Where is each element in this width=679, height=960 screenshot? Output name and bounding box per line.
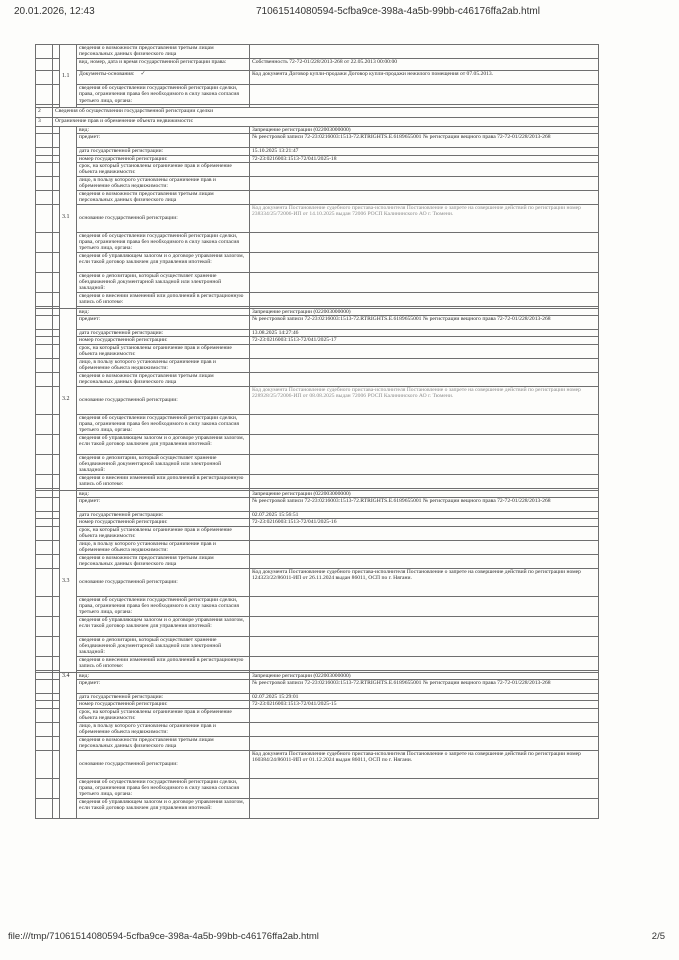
table-cell <box>36 330 53 337</box>
table-row <box>36 454 599 474</box>
table-cell: Сведения об осуществлении государственной регистрации сделки <box>53 108 599 118</box>
field-label: сведения об управляющем залогом и о договоре управления залогом, если такой договор заключен для управления ипотекой: <box>77 616 250 636</box>
table-cell <box>250 414 599 434</box>
print-footer <box>8 931 665 945</box>
table-cell <box>36 148 53 155</box>
table-row <box>36 512 599 519</box>
table-cell <box>36 474 53 488</box>
field-value: Код документа Постановление судебного пристава-исполнителя Постановление о запрете на совершение действий по регистрации номер 124323/22/86011-ИП от 26.11.2024 выдан 86011, ОСП по г. Нягани. <box>250 568 599 596</box>
document-sheet <box>35 44 599 906</box>
table-row <box>36 750 599 778</box>
table-row <box>36 386 599 414</box>
field-label: сведения о депозитарии, который осуществляет хранение обездвиженной документарной закладной или электронной закладной: <box>77 636 250 656</box>
table-cell <box>36 308 53 315</box>
table-cell <box>250 554 599 568</box>
table-cell <box>36 190 53 204</box>
field-label: вид: <box>77 308 250 315</box>
table-row <box>36 798 599 818</box>
table-row <box>36 526 599 540</box>
table-row <box>36 498 599 512</box>
table-cell <box>53 722 60 736</box>
table-cell <box>53 679 60 693</box>
table-cell <box>36 252 53 272</box>
table-row <box>36 155 599 162</box>
table-row <box>36 708 599 722</box>
table-row <box>36 693 599 700</box>
table-cell <box>53 344 60 358</box>
table-row <box>36 568 599 596</box>
table-cell <box>53 204 60 232</box>
table-cell <box>36 679 53 693</box>
field-label: номер государственной регистрации: <box>77 155 250 162</box>
table-cell <box>36 672 53 679</box>
field-label: срок, на который установлены ограничение прав и обременение объекта недвижимости: <box>77 344 250 358</box>
table-row <box>36 272 599 292</box>
table-row <box>36 519 599 526</box>
table-cell <box>53 330 60 337</box>
table-cell <box>250 540 599 554</box>
table-cell: сведения об осуществлении государственной регистрации сделки, права, ограничения права без необходимого в силу закона согласия третьего лица, органа: <box>77 85 250 105</box>
table-cell <box>36 45 53 59</box>
table-row <box>36 358 599 372</box>
table-row <box>36 337 599 344</box>
table-cell <box>36 454 53 474</box>
field-label: основание государственной регистрации: <box>77 204 250 232</box>
table-cell <box>250 176 599 190</box>
field-label: сведения об осуществлении государственной регистрации сделки, права, ограничения права без необходимого в силу закона согласия третьего лица, органа: <box>77 778 250 798</box>
table-row <box>36 490 599 497</box>
table-cell <box>36 414 53 434</box>
field-label: сведения об осуществлении государственной регистрации сделки, права, ограничения права без необходимого в силу закона согласия третьего лица, органа: <box>77 232 250 252</box>
table-cell <box>53 474 60 488</box>
section-row <box>36 118 599 127</box>
table-cell <box>36 693 53 700</box>
table-cell <box>53 672 60 679</box>
table-cell <box>36 596 53 616</box>
table-cell <box>250 344 599 358</box>
table-cell <box>250 434 599 454</box>
table-cell <box>36 434 53 454</box>
field-label: лицо, в пользу которого установлены ограничение прав и обременение объекта недвижимости: <box>77 540 250 554</box>
field-label: дата государственной регистрации: <box>77 148 250 155</box>
table-row <box>36 344 599 358</box>
table-cell <box>36 526 53 540</box>
field-value: 72-23:0216003:1513-72/041/2025-15 <box>250 701 599 708</box>
field-label: сведения о возможности предоставления третьим лицам персональных данных физического лица <box>77 736 250 750</box>
table-cell <box>53 434 60 454</box>
table-row <box>36 679 599 693</box>
table-cell <box>53 526 60 540</box>
field-label: сведения о внесении изменений или дополнений в регистрационную запись об ипотеке: <box>77 656 250 670</box>
table-cell <box>36 358 53 372</box>
field-label: предмет: <box>77 134 250 148</box>
table-cell <box>53 45 60 59</box>
field-value: Запрещение регистрации (022003000000) <box>250 672 599 679</box>
table-cell <box>36 372 53 386</box>
table-cell <box>36 540 53 554</box>
field-label: предмет: <box>77 498 250 512</box>
table-cell <box>250 272 599 292</box>
field-value: 02.07.2025 15:29:01 <box>250 693 599 700</box>
field-value: № реестровой записи 72-23:0216003:1513-72.RTRIGHTS.E.6189655001 № регистрации вещного права 72-72-01/228/2013-268 <box>250 679 599 693</box>
table-cell <box>36 272 53 292</box>
table-cell <box>53 750 60 778</box>
table-row <box>36 330 599 337</box>
table-row <box>36 134 599 148</box>
table-cell <box>53 127 60 134</box>
table-cell <box>53 778 60 798</box>
table-row <box>36 316 599 330</box>
table-row <box>36 308 599 315</box>
table-row <box>36 672 599 679</box>
table-cell <box>36 232 53 252</box>
table-cell: 3 <box>36 118 53 127</box>
table-cell <box>53 148 60 155</box>
table-row <box>36 736 599 750</box>
table-cell <box>36 490 53 497</box>
table-cell <box>53 490 60 497</box>
field-label: вид: <box>77 127 250 134</box>
table-row <box>36 372 599 386</box>
table-cell <box>250 708 599 722</box>
field-label: основание государственной регистрации: <box>77 568 250 596</box>
table-cell <box>250 798 599 818</box>
field-label: срок, на который установлены ограничение прав и обременение объекта недвижимости: <box>77 526 250 540</box>
field-value: 72-23:0216003:1513-72/041/2025-18 <box>250 155 599 162</box>
table-cell <box>36 519 53 526</box>
field-label: сведения о депозитарии, который осуществляет хранение обездвиженной документарной закладной или электронной закладной: <box>77 454 250 474</box>
field-value: Код документа Постановление судебного пристава-исполнителя Постановление о запрете на совершение действий по регистрации номер 228928/25/72006-ИП от 08.08.2025 выдан 72006 РОСП Калининского АО г. Тюмени. <box>250 386 599 414</box>
table-row <box>36 554 599 568</box>
table-cell <box>36 316 53 330</box>
table-cell <box>53 414 60 434</box>
field-label: дата государственной регистрации: <box>77 693 250 700</box>
field-label: вид: <box>77 672 250 679</box>
table-row <box>36 596 599 616</box>
table-cell <box>250 45 599 59</box>
field-value: 13.08.2025 14:27:46 <box>250 330 599 337</box>
entry-number: 3.1 <box>60 127 77 309</box>
table-cell <box>53 736 60 750</box>
field-label: сведения об осуществлении государственной регистрации сделки, права, ограничения права без необходимого в силу закона согласия третьего лица, органа: <box>77 596 250 616</box>
field-label: дата государственной регистрации: <box>77 512 250 519</box>
table-cell <box>53 232 60 252</box>
table-row <box>36 71 599 85</box>
field-value: 72-23:0216003:1513-72/041/2025-17 <box>250 337 599 344</box>
table-row <box>36 292 599 306</box>
table-cell <box>250 162 599 176</box>
field-value: 15.10.2025 13:21:47 <box>250 148 599 155</box>
field-label: номер государственной регистрации: <box>77 519 250 526</box>
table-cell <box>36 722 53 736</box>
table-cell <box>53 358 60 372</box>
table-cell <box>36 778 53 798</box>
table-cell <box>36 736 53 750</box>
table-cell <box>53 252 60 272</box>
table-cell <box>36 568 53 596</box>
table-cell <box>53 59 60 71</box>
field-label: основание государственной регистрации: <box>77 386 250 414</box>
field-value: Код документа Постановление судебного пристава-исполнителя Постановление о запрете на совершение действий по регистрации номер 160384/24/86011-ИП от 01.12.2024 выдан 86011, ОСП по г. Нягани. <box>250 750 599 778</box>
table-cell <box>250 656 599 670</box>
table-row <box>36 204 599 232</box>
field-value: 72-23:0216003:1513-72/041/2025-16 <box>250 519 599 526</box>
table-cell <box>250 636 599 656</box>
table-row <box>36 778 599 798</box>
field-label: номер государственной регистрации: <box>77 337 250 344</box>
field-value: № реестровой записи 72-23:0216003:1513-72.RTRIGHTS.E.6189655001 № регистрации вещного права 72-72-01/228/2013-268 <box>250 134 599 148</box>
table-cell <box>53 798 60 818</box>
table-cell <box>53 636 60 656</box>
table-cell <box>36 127 53 134</box>
table-cell <box>53 519 60 526</box>
table-cell <box>36 71 53 85</box>
table-cell <box>36 616 53 636</box>
table-row <box>36 176 599 190</box>
table-cell <box>53 386 60 414</box>
field-label: сведения о депозитарии, который осуществляет хранение обездвиженной документарной закладной или электронной закладной: <box>77 272 250 292</box>
table-cell <box>53 308 60 315</box>
table-row <box>36 656 599 670</box>
table-cell <box>53 272 60 292</box>
field-label: сведения об управляющем залогом и о договоре управления залогом, если такой договор заключен для управления ипотекой: <box>77 252 250 272</box>
entry-number: 3.3 <box>60 490 77 672</box>
table-row <box>36 148 599 155</box>
table-cell <box>53 616 60 636</box>
field-label: лицо, в пользу которого установлены ограничение прав и обременение объекта недвижимости: <box>77 722 250 736</box>
table-cell <box>36 498 53 512</box>
table-cell <box>53 701 60 708</box>
table-row <box>36 232 599 252</box>
table-cell <box>36 134 53 148</box>
table-row <box>36 252 599 272</box>
field-label: дата государственной регистрации: <box>77 330 250 337</box>
table-cell <box>250 232 599 252</box>
table-cell <box>250 616 599 636</box>
table-row <box>36 162 599 176</box>
table-row <box>36 636 599 656</box>
table-cell <box>36 292 53 306</box>
field-label: лицо, в пользу которого установлены ограничение прав и обременение объекта недвижимости: <box>77 176 250 190</box>
table-cell <box>53 71 60 85</box>
entry-number: 1.1 <box>60 45 77 108</box>
field-label: сведения о возможности предоставления третьим лицам персональных данных физического лица <box>77 372 250 386</box>
table-cell <box>53 134 60 148</box>
table-cell: Ограничение прав и обременение объекта недвижимости: <box>53 118 599 127</box>
table-row <box>36 45 599 59</box>
field-label: сведения о внесении изменений или дополнений в регистрационную запись об ипотеке: <box>77 474 250 488</box>
table-cell <box>53 162 60 176</box>
field-label: основание государственной регистрации: <box>77 750 250 778</box>
table-row <box>36 616 599 636</box>
table-cell <box>53 512 60 519</box>
table-cell <box>53 292 60 306</box>
table-cell <box>53 176 60 190</box>
field-label: срок, на который установлены ограничение прав и обременение объекта недвижимости: <box>77 162 250 176</box>
table-cell <box>36 554 53 568</box>
table-cell <box>53 540 60 554</box>
table-cell: Собственность 72-72-01/228/2013-268 от 22.05.2013 00:00:00 <box>250 59 599 71</box>
table-row <box>36 59 599 71</box>
registry-table <box>35 44 599 819</box>
table-cell <box>53 693 60 700</box>
entry-number: 3.2 <box>60 308 77 490</box>
table-cell <box>250 596 599 616</box>
table-row <box>36 190 599 204</box>
field-label: сведения об осуществлении государственной регистрации сделки, права, ограничения права без необходимого в силу закона согласия третьего лица, органа: <box>77 414 250 434</box>
print-title: 71061514080594-5cfba9ce-398a-4a5b-99bb-c46176ffa2ab.html <box>256 6 540 17</box>
field-value: № реестровой записи 72-23:0216003:1513-72.RTRIGHTS.E.6189655001 № регистрации вещного права 72-72-01/228/2013-268 <box>250 316 599 330</box>
table-cell <box>250 190 599 204</box>
table-cell <box>250 722 599 736</box>
table-cell <box>36 162 53 176</box>
table-cell <box>36 798 53 818</box>
table-row <box>36 701 599 708</box>
print-datetime: 20.01.2026, 12:43 <box>14 6 95 17</box>
field-value: Запрещение регистрации (022003000000) <box>250 308 599 315</box>
table-cell <box>53 85 60 105</box>
field-value: Код документа Постановление судебного пристава-исполнителя Постановление о запрете на совершение действий по регистрации номер 238334/25/72006-ИП от 14.10.2025 выдан 72006 РОСП Калининского АО г. Тюмени. <box>250 204 599 232</box>
table-row <box>36 127 599 134</box>
table-cell <box>53 596 60 616</box>
table-cell: 2 <box>36 108 53 118</box>
table-cell <box>250 292 599 306</box>
field-label: сведения о внесении изменений или дополнений в регистрационную запись об ипотеке: <box>77 292 250 306</box>
table-cell <box>53 498 60 512</box>
field-label: предмет: <box>77 679 250 693</box>
field-value: Запрещение регистрации (022003000000) <box>250 490 599 497</box>
table-cell <box>36 386 53 414</box>
table-cell <box>53 316 60 330</box>
page-number: 2/5 <box>651 931 665 942</box>
table-row <box>36 540 599 554</box>
table-cell <box>36 656 53 670</box>
table-row <box>36 434 599 454</box>
table-cell <box>250 85 599 105</box>
table-cell <box>36 708 53 722</box>
table-cell <box>250 778 599 798</box>
field-label: сведения об управляющем залогом и о договоре управления залогом, если такой договор заключен для управления ипотекой: <box>77 434 250 454</box>
table-cell <box>36 176 53 190</box>
field-label: номер государственной регистрации: <box>77 701 250 708</box>
field-label: вид: <box>77 490 250 497</box>
table-cell <box>250 372 599 386</box>
table-cell <box>53 190 60 204</box>
table-row <box>36 85 599 105</box>
table-cell <box>36 344 53 358</box>
table-cell <box>36 337 53 344</box>
table-cell <box>53 337 60 344</box>
table-cell <box>250 736 599 750</box>
field-value: Запрещение регистрации (022003000000) <box>250 127 599 134</box>
table-cell <box>53 454 60 474</box>
section-row <box>36 108 599 118</box>
table-cell: Документы-основания: ✓ <box>77 71 250 85</box>
table-cell <box>36 701 53 708</box>
table-cell <box>36 155 53 162</box>
table-cell <box>250 526 599 540</box>
entry-number: 3.4 <box>60 672 77 818</box>
table-cell <box>53 708 60 722</box>
table-cell: Код документа Договор купли-продажи Договор купли-продажи нежилого помещения от 07.05.2013. <box>250 71 599 85</box>
table-cell <box>36 85 53 105</box>
table-cell <box>53 656 60 670</box>
field-label: лицо, в пользу которого установлены ограничение прав и обременение объекта недвижимости: <box>77 358 250 372</box>
table-cell <box>53 554 60 568</box>
file-url: file:///tmp/71061514080594-5cfba9ce-398a-4a5b-99bb-c46176ffa2ab.html <box>8 931 319 942</box>
table-cell <box>250 358 599 372</box>
field-value: 02.07.2025 15:56:51 <box>250 512 599 519</box>
table-cell <box>36 750 53 778</box>
table-cell: вид, номер, дата и время государственной регистрации права: <box>77 59 250 71</box>
field-label: сведения о возможности предоставления третьим лицам персональных данных физического лица <box>77 190 250 204</box>
table-cell <box>53 568 60 596</box>
table-row <box>36 474 599 488</box>
table-cell <box>250 454 599 474</box>
print-header <box>14 6 665 22</box>
table-row <box>36 414 599 434</box>
table-cell <box>53 372 60 386</box>
table-cell <box>250 474 599 488</box>
table-cell: сведения о возможности предоставления третьим лицам персональных данных физического лица <box>77 45 250 59</box>
table-row <box>36 722 599 736</box>
field-label: срок, на который установлены ограничение прав и обременение объекта недвижимости: <box>77 708 250 722</box>
field-value: № реестровой записи 72-23:0216003:1513-72.RTRIGHTS.E.6189655001 № регистрации вещного права 72-72-01/228/2013-268 <box>250 498 599 512</box>
field-label: сведения о возможности предоставления третьим лицам персональных данных физического лица <box>77 554 250 568</box>
table-cell <box>250 252 599 272</box>
table-cell <box>36 636 53 656</box>
table-cell <box>36 512 53 519</box>
field-label: сведения об управляющем залогом и о договоре управления залогом, если такой договор заключен для управления ипотекой: <box>77 798 250 818</box>
table-cell <box>53 155 60 162</box>
table-cell <box>36 204 53 232</box>
table-cell <box>36 59 53 71</box>
field-label: предмет: <box>77 316 250 330</box>
